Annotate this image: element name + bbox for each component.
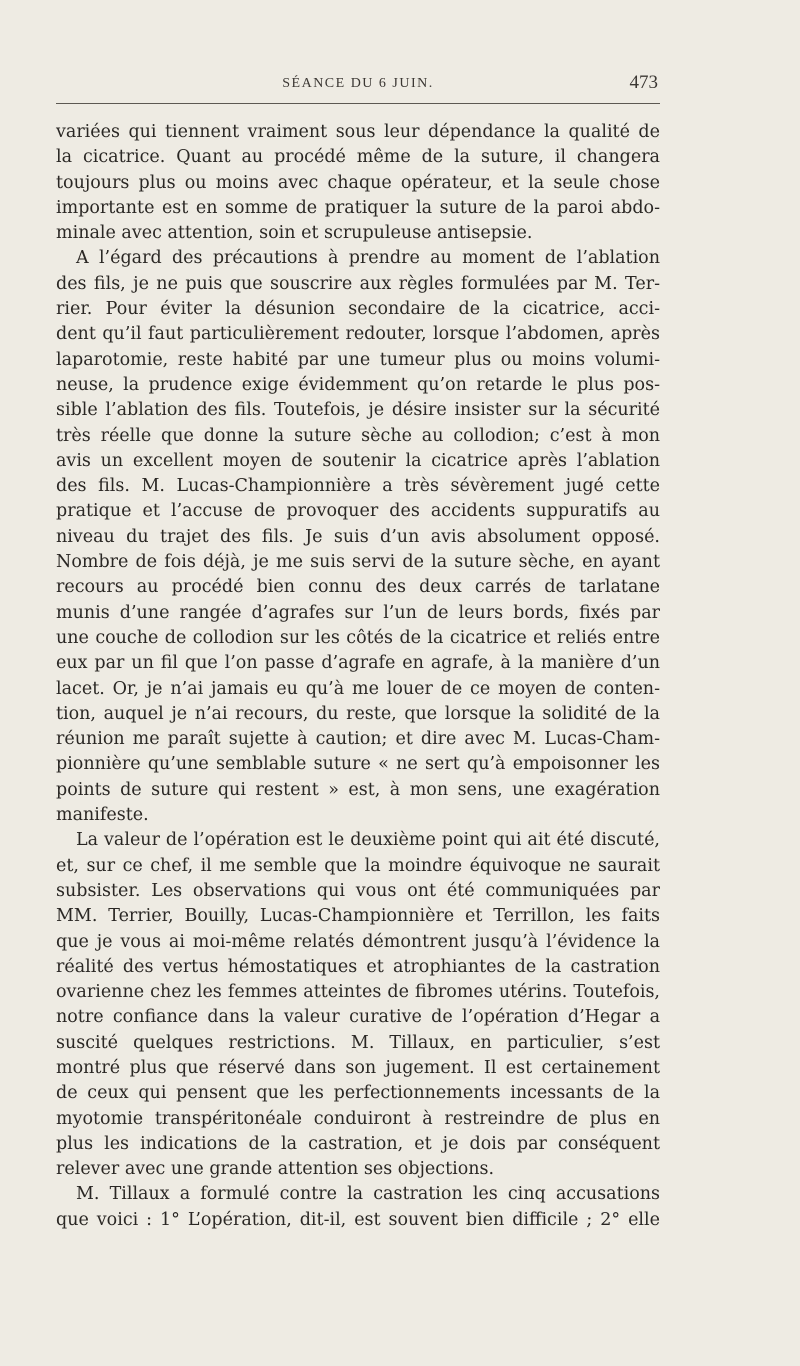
text-line: subsister. Les observations qui vous ont été communiquées par bbox=[56, 880, 660, 901]
text-line: de ceux qui pensent que les perfectionnements incessants de la bbox=[56, 1083, 660, 1104]
text-line: notre confiance dans la valeur curative de l’opération d’Hegar a bbox=[56, 1007, 660, 1028]
text-line: réalité des vertus hémostatiques et atrophiantes de la castration bbox=[56, 956, 660, 977]
text-line: toujours plus ou moins avec chaque opérateur, et la seule chose bbox=[56, 172, 660, 193]
text-line: variées qui tiennent vraiment sous leur dépendance la qualité de bbox=[56, 122, 660, 142]
text-line: tion, auquel je n’ai recours, du reste, que lorsque la solidité de la bbox=[56, 703, 660, 724]
text-line: réunion me paraît sujette à caution; et dire avec M. Lucas-Cham- bbox=[56, 729, 660, 750]
text-line: munis d’une rangée d’agrafes sur l’un de leurs bords, fixés par bbox=[56, 602, 660, 623]
page-header bbox=[56, 72, 660, 102]
text-line: minale avec attention, soin et scrupuleuse antisepsie. bbox=[56, 223, 533, 244]
text-line: que voici : 1° L’opération, dit-il, est souvent bien difficile ; 2° elle bbox=[56, 1209, 660, 1230]
text-line: points de suture qui restent » est, à mon sens, une exagération bbox=[56, 779, 660, 800]
body-text bbox=[56, 120, 660, 1233]
text-line: lacet. Or, je n’ai jamais eu qu’à me louer de ce moyen de conten- bbox=[56, 678, 660, 699]
text-line: plus les indications de la castration, et je dois par conséquent bbox=[56, 1133, 660, 1154]
text-line: A l’égard des précautions à prendre au moment de l’ablation bbox=[76, 248, 660, 269]
text-line: suscité quelques restrictions. M. Tillaux, en particulier, s’est bbox=[56, 1032, 660, 1053]
text-line: relever avec une grande attention ses objections. bbox=[56, 1159, 495, 1180]
header-rule bbox=[56, 103, 660, 104]
text-line: importante est en somme de pratiquer la suture de la paroi abdo- bbox=[56, 197, 660, 218]
text-line: neuse, la prudence exige évidemment qu’on retarde le plus pos- bbox=[56, 374, 660, 395]
text-line: dent qu’il faut particulièrement redouter, lorsque l’abdomen, après bbox=[56, 324, 660, 345]
text-line: avis un excellent moyen de soutenir la cicatrice après l’ablation bbox=[56, 450, 660, 471]
text-line: pionnière qu’une semblable suture « ne sert qu’à empoisonner les bbox=[56, 754, 660, 775]
text-line: laparotomie, reste habité par une tumeur plus ou moins volumi- bbox=[56, 349, 660, 370]
text-line: manifeste. bbox=[56, 805, 149, 826]
text-line: MM. Terrier, Bouilly, Lucas-Championnière et Terrillon, les faits bbox=[56, 906, 660, 927]
text-line: myotomie transpéritonéale conduiront à restreindre de plus en bbox=[56, 1108, 660, 1129]
text-line: une couche de collodion sur les côtés de la cicatrice et reliés entre bbox=[56, 627, 660, 648]
running-title: SÉANCE DU 6 JUIN. bbox=[282, 76, 434, 91]
text-line: très réelle que donne la suture sèche au collodion; c’est à mon bbox=[56, 425, 660, 446]
text-line: pratique et l’accuse de provoquer des accidents suppuratifs au bbox=[56, 501, 660, 522]
text-line: niveau du trajet des fils. Je suis d’un avis absolument opposé. bbox=[56, 526, 660, 547]
text-line: la cicatrice. Quant au procédé même de la suture, il changera bbox=[56, 147, 660, 168]
text-line: des fils. M. Lucas-Championnière a très sévèrement jugé cette bbox=[56, 476, 660, 497]
text-line: Nombre de fois déjà, je me suis servi de la suture sèche, en ayant bbox=[56, 552, 660, 573]
text-line: La valeur de l’opération est le deuxième point qui ait été discuté, bbox=[76, 830, 660, 851]
text-line: ovarienne chez les femmes atteintes de fibromes utérins. Toutefois, bbox=[56, 982, 660, 1003]
text-line: recours au procédé bien connu des deux carrés de tarlatane bbox=[56, 577, 660, 598]
text-line: rier. Pour éviter la désunion secondaire de la cicatrice, acci- bbox=[56, 299, 660, 320]
text-line: montré plus que réservé dans son jugement. Il est certainement bbox=[56, 1057, 660, 1078]
text-line: M. Tillaux a formulé contre la castration les cinq accusations bbox=[76, 1184, 660, 1205]
text-line: sible l’ablation des fils. Toutefois, je désire insister sur la sécurité bbox=[56, 400, 660, 421]
text-line: des fils, je ne puis que souscrire aux règles formulées par M. Ter- bbox=[56, 273, 660, 294]
text-line: eux par un fil que l’on passe d’agrafe en agrafe, à la manière d’un bbox=[56, 653, 660, 674]
text-line: que je vous ai moi-même relatés démontrent jusqu’à l’évidence la bbox=[56, 931, 660, 952]
page-number: 473 bbox=[629, 72, 658, 93]
text-line: et, sur ce chef, il me semble que la moindre équivoque ne saurait bbox=[56, 855, 660, 876]
